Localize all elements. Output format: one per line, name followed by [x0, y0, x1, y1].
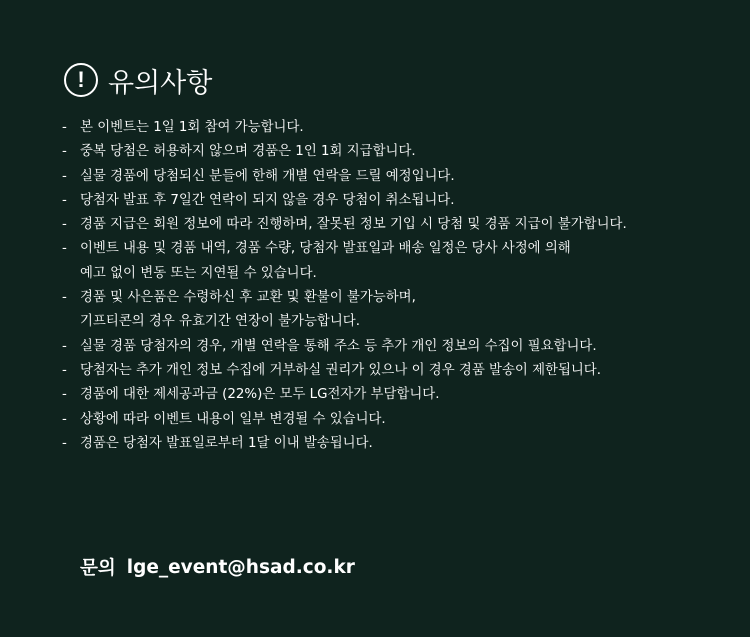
notice-item	[62, 408, 742, 432]
notice-text: 기프티콘의 경우 유효기간 연장이 불가능합니다.	[80, 314, 360, 330]
notice-text: 실물 경품에 당첨되신 분들에 한해 개별 연락을 드릴 예정입니다.	[80, 168, 455, 184]
bullet-dash: -	[62, 387, 67, 403]
alert-circle-icon: !	[64, 63, 98, 97]
notice-list	[62, 116, 742, 456]
bullet-dash: -	[62, 290, 67, 306]
notice-item	[62, 432, 742, 456]
bullet-dash: -	[62, 241, 67, 257]
bullet-dash: -	[62, 362, 67, 378]
bullet-dash: -	[62, 192, 67, 208]
notice-text: 중복 당첨은 허용하지 않으며 경품은 1인 1회 지급합니다.	[80, 144, 416, 160]
bullet-dash: -	[62, 120, 67, 135]
contact-info	[80, 554, 355, 580]
notice-item	[62, 237, 742, 286]
notice-item	[62, 286, 742, 335]
notice-item	[62, 116, 742, 140]
bullet-dash: -	[62, 411, 67, 427]
notice-text: 당첨자는 추가 개인 정보 수집에 거부하실 권리가 있으나 이 경우 경품 발송이 제한됩니다.	[80, 362, 602, 378]
bullet-dash: -	[62, 338, 67, 354]
notice-item	[62, 189, 742, 213]
notice-text: 실물 경품 당첨자의 경우, 개별 연락을 통해 주소 등 추가 개인 정보의 수집이 필요합니다.	[80, 338, 597, 354]
notice-text: 경품 및 사은품은 수령하신 후 교환 및 환불이 불가능하며,	[80, 290, 416, 306]
notice-text: 이벤트 내용 및 경품 내역, 경품 수량, 당첨자 발표일과 배송 일정은 당사 사정에 의해	[80, 241, 571, 257]
notice-item	[62, 213, 742, 237]
notice-item	[62, 383, 742, 407]
notice-text: 경품 지급은 회원 정보에 따라 진행하며, 잘못된 정보 기입 시 당첨 및 경품 지급이 불가합니다.	[80, 217, 627, 233]
notice-item	[62, 165, 742, 189]
notice-item	[62, 359, 742, 383]
contact-label: 문의	[80, 558, 116, 579]
notice-text: 경품에 대한 제세공과금 (22%)은 모두 LG전자가 부담합니다.	[80, 387, 440, 403]
contact-email[interactable]: lge_event@hsad.co.kr	[126, 556, 355, 578]
notice-item	[62, 140, 742, 164]
notice-text: 당첨자 발표 후 7일간 연락이 되지 않을 경우 당첨이 취소됩니다.	[80, 192, 455, 208]
notice-text: 상황에 따라 이벤트 내용이 일부 변경될 수 있습니다.	[80, 411, 386, 427]
notice-text: 경품은 당첨자 발표일로부터 1달 이내 발송됩니다.	[80, 435, 373, 451]
bullet-dash: -	[62, 168, 67, 184]
notice-item	[62, 335, 742, 359]
bullet-dash: -	[62, 144, 67, 160]
page-title: 유의사항	[108, 67, 213, 99]
notice-text: 본 이벤트는 1일 1회 참여 가능합니다.	[80, 120, 304, 135]
notice-text: 예고 없이 변동 또는 지연될 수 있습니다.	[80, 265, 317, 281]
bullet-dash: -	[62, 217, 67, 233]
bullet-dash: -	[62, 435, 67, 451]
notice-header	[64, 60, 212, 100]
